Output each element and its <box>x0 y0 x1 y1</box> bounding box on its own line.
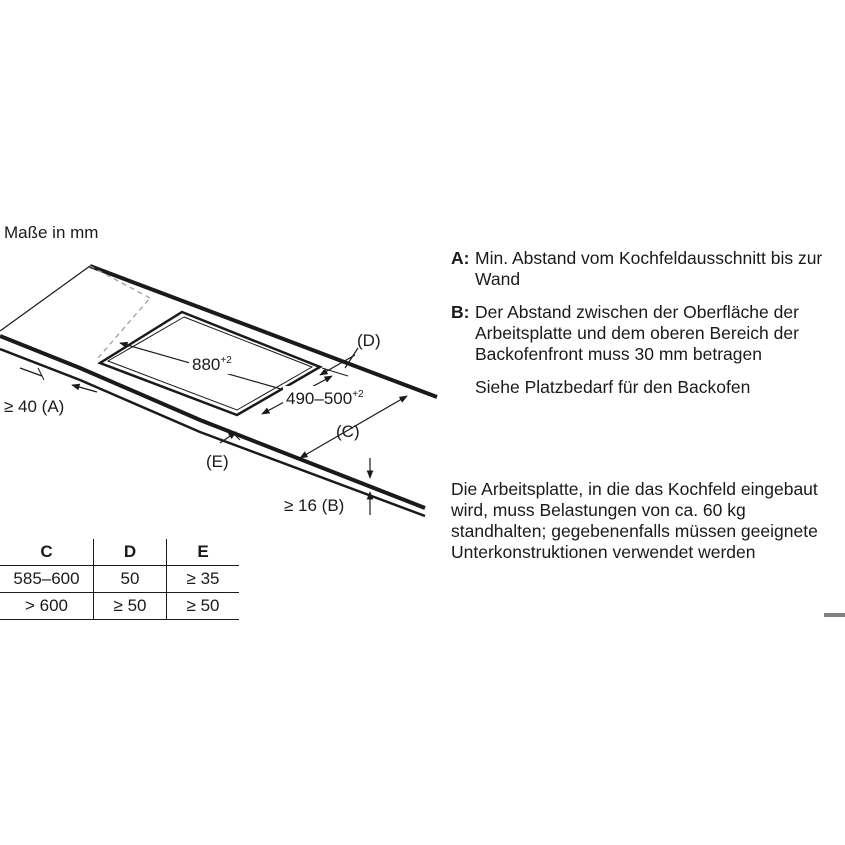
table-row <box>0 593 239 620</box>
dimension-B <box>284 458 370 515</box>
label-B: ≥ 16 (B) <box>284 496 345 515</box>
page-edge-marker <box>824 613 845 617</box>
clearance-table <box>0 539 239 620</box>
legend-text-B: Der Abstand zwischen der Oberfläche der Arbeitsplatte und dem oberen Bereich der Backofenfront muss 30 mm betragen <box>475 302 799 364</box>
legend <box>451 248 843 398</box>
dim-880-value: 880 <box>192 355 221 374</box>
table-cell: ≥ 50 <box>94 593 167 620</box>
dim-490-value: 490–500 <box>286 389 353 408</box>
hob-installation-diagram <box>0 0 450 540</box>
units-caption: Maße in mm <box>4 223 99 242</box>
dim-880-tolerance: +2 <box>220 355 232 366</box>
table-cell: 50 <box>94 566 167 593</box>
legend-item-B <box>451 302 843 365</box>
table-header-row <box>0 539 239 566</box>
legend-item-A <box>451 248 843 290</box>
dimension-D <box>320 331 381 375</box>
table-cell: ≥ 35 <box>167 566 240 593</box>
worktop-front-bottom-edge <box>0 349 425 516</box>
worktop-back-edge <box>90 266 437 397</box>
dimension-A <box>4 368 97 416</box>
label-E: (E) <box>206 452 229 471</box>
oven-space-note: Siehe Platzbedarf für den Backofen <box>475 377 751 397</box>
load-bearing-note: Die Arbeitsplatte, in die das Kochfeld eingebaut wird, muss Belastungen von ca. 60 kg standhalten; gegebenenfalls müssen geeignete Unterkonstruktionen verwendet werden <box>451 479 818 562</box>
label-C: (C) <box>336 422 360 441</box>
worktop-side-edge <box>0 266 90 331</box>
projection-lines <box>90 266 150 358</box>
label-A: ≥ 40 (A) <box>4 397 65 416</box>
table-cell: 585–600 <box>0 566 94 593</box>
legend-key-B: B: <box>451 302 470 322</box>
legend-key-A: A: <box>451 248 470 268</box>
legend-text-A: Min. Abstand vom Kochfeldausschnitt bis zur Wand <box>475 248 823 289</box>
table-header-C: C <box>0 539 94 566</box>
dim-490-tolerance: +2 <box>352 389 364 400</box>
table-header-D: D <box>94 539 167 566</box>
table-cell: > 600 <box>0 593 94 620</box>
label-D: (D) <box>357 331 381 350</box>
table-header-E: E <box>167 539 240 566</box>
table-cell: ≥ 50 <box>167 593 240 620</box>
table-row <box>0 566 239 593</box>
